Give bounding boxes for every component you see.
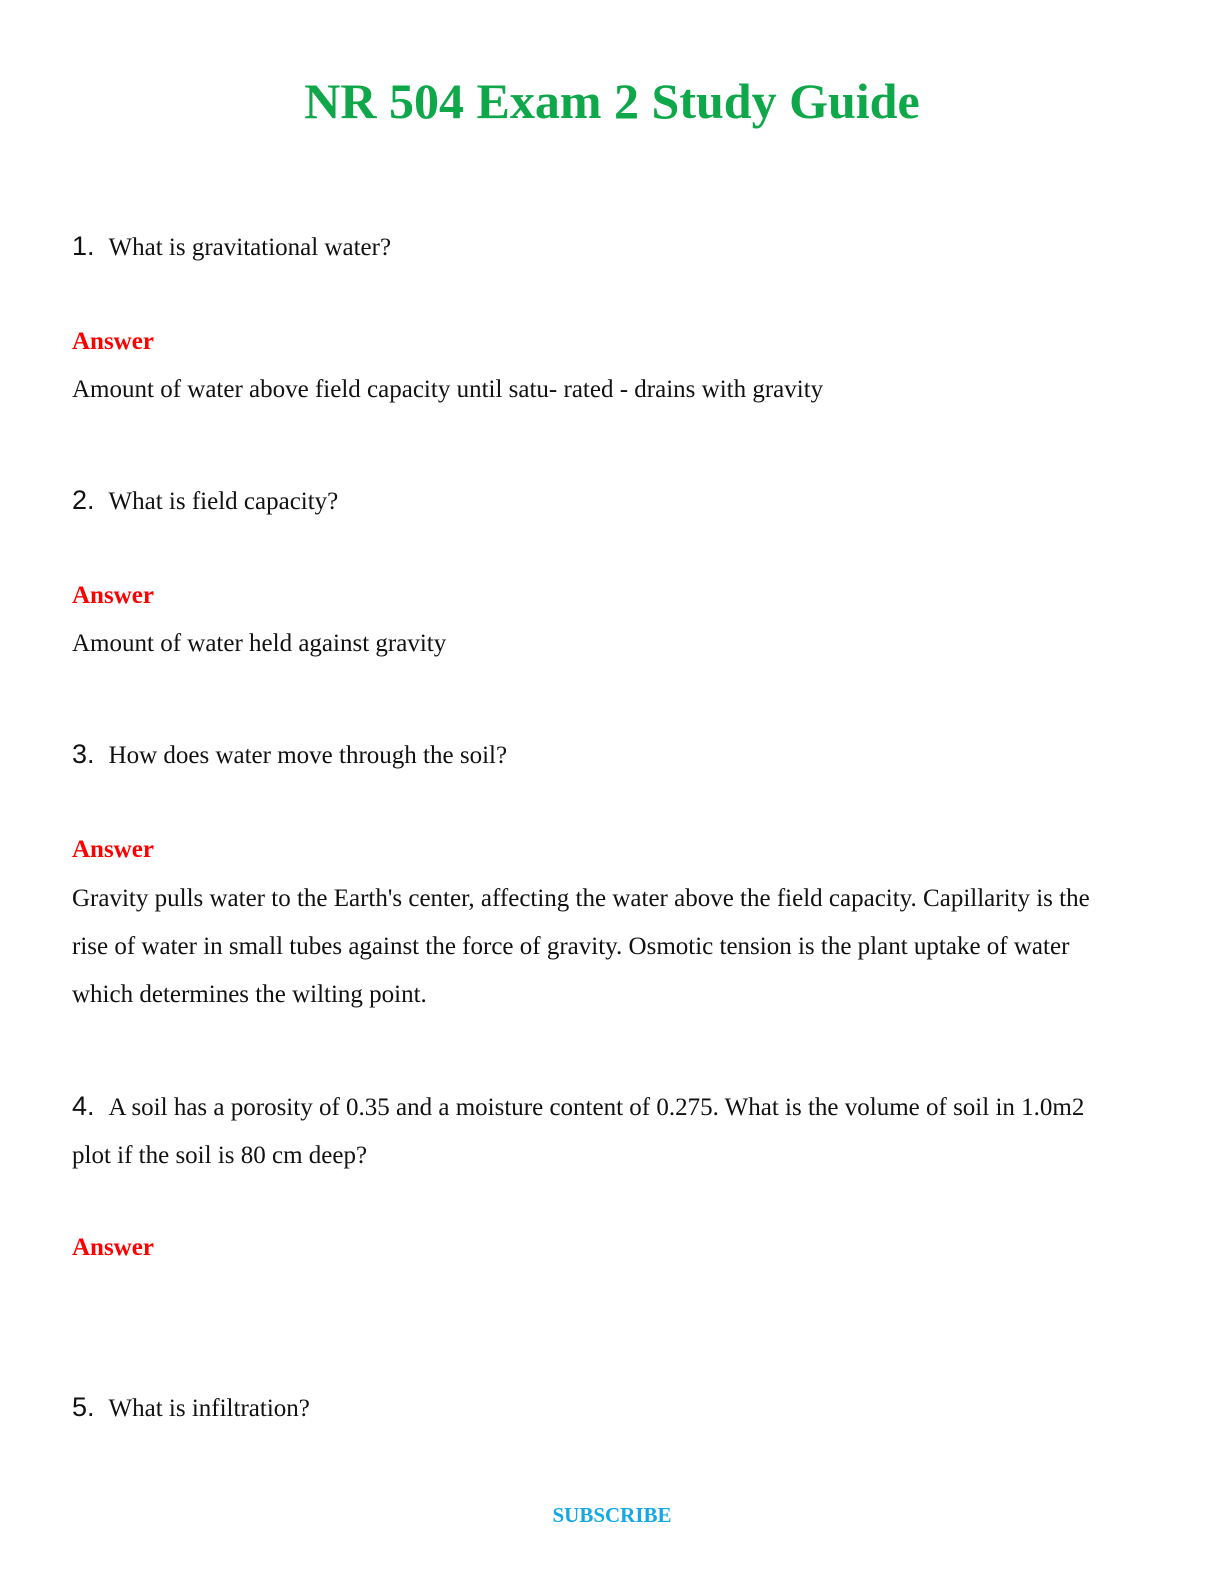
question-text: How does water move through the soil? [108, 742, 508, 769]
question-number: 3. [72, 739, 95, 769]
question-number: 4. [72, 1091, 95, 1121]
question-text: What is gravitational water? [108, 234, 392, 261]
page-title: NR 504 Exam 2 Study Guide [304, 73, 920, 129]
answer-label: Answer [72, 1234, 154, 1261]
answer-label: Answer [72, 836, 154, 863]
question-4 [72, 1082, 1102, 1180]
question-3 [72, 730, 1102, 780]
question-number: 1. [72, 231, 95, 261]
answer-text: Gravity pulls water to the Earth's center, affecting the water above the field capacity. Capillarity is the rise of water in small tubes against the force of gravity. Osmotic tension is the plant uptake of water which determines the wilting point. [72, 885, 1090, 1008]
answer-text: Amount of water held against gravity [72, 630, 447, 657]
question-text: A soil has a porosity of 0.35 and a moisture content of 0.275. What is the volume of soil in 1.0m2 plot if the soil is 80 cm deep? [72, 1094, 1085, 1169]
question-number: 5. [72, 1392, 95, 1422]
question-text: What is infiltration? [108, 1395, 310, 1422]
question-text: What is field capacity? [108, 488, 339, 515]
answer-label: Answer [72, 328, 154, 355]
question-5 [72, 1383, 1102, 1433]
question-2 [72, 476, 1102, 526]
answer-label: Answer [72, 582, 154, 609]
subscribe-link[interactable]: SUBSCRIBE [552, 1503, 672, 1527]
question-1 [72, 222, 1102, 272]
question-number: 2. [72, 485, 95, 515]
answer-text: Amount of water above field capacity until satu- rated - drains with gravity [72, 376, 824, 403]
